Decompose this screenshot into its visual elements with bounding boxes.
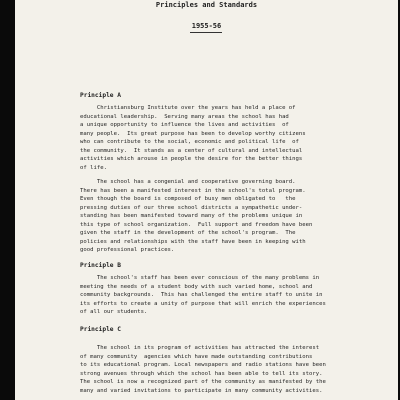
text-line: many people. Its great purpose has been to develop worthy citizens [80,130,306,137]
text-line: standing has been manifested toward many of the problems unique in [80,213,303,220]
text-line: given the staff in the development of the school's program. The [80,230,296,237]
text-line: meeting the needs of a student body with such varied home, school and [80,283,313,290]
text-line: The school in its program of activities has attracted the interest [80,345,320,351]
text-line: Christiansburg Institute over the years has held a place of [80,105,296,111]
text-line: pressing duties of our three school districts a sympathetic under- [80,204,303,211]
text-line: The school is now a recognized part of the community as manifested by the [80,379,326,386]
text-line: this type of school organization. Full support and freedom have been [80,221,313,228]
paragraph [80,178,380,255]
document-title: Principles and Standards [155,1,258,9]
text-line: to its educational program. Local newspapers and radio stations have been [80,362,326,369]
text-line: The school's staff has been ever conscious of the many problems in [80,275,320,281]
section-heading: Principle C [80,326,121,333]
text-line: community backgrounds. This has challenged the entire staff to unite in [80,292,323,299]
paragraph [80,104,380,172]
section-heading: Principle A [80,92,121,99]
section-heading: Principle B [80,262,121,269]
text-line: many and varied invitations to participate in many community activities. [80,387,323,394]
paragraph [80,344,380,395]
text-line: good professional practices. [80,247,175,254]
text-line: The school has a congenial and cooperative governing board. [80,179,296,185]
text-line: the community. It stands as a center of cultural and intellectual [80,147,303,154]
text-line: Even though the board is composed of busy men obligated to the [80,196,296,203]
text-line: who can contribute to the social, economic and political life of [80,139,299,146]
text-line: policies and relationships with the staff have been in keeping with [80,238,306,245]
paragraph [80,274,380,317]
text-line: of many community agencies which have made outstanding contributions [80,353,313,360]
text-line: There has been a manifested interest in the school's total program. [80,187,306,194]
text-line: activities which arouse in people the desire for the better things [80,156,303,163]
text-line: its efforts to create a unity of purpose that will enrich the experiences [80,300,326,307]
text-line: of all our students. [80,309,148,316]
date-underline [190,32,222,33]
document-page [15,0,398,400]
text-line: educational leadership. Serving many areas the school has had [80,113,289,120]
document-date: 1955-56 [191,22,222,30]
text-line: of life. [80,164,107,171]
text-line: a unique opportunity to influence the lives and activities of [80,122,289,129]
text-line: strong avenues through which the school has been able to tell its story. [80,370,323,377]
